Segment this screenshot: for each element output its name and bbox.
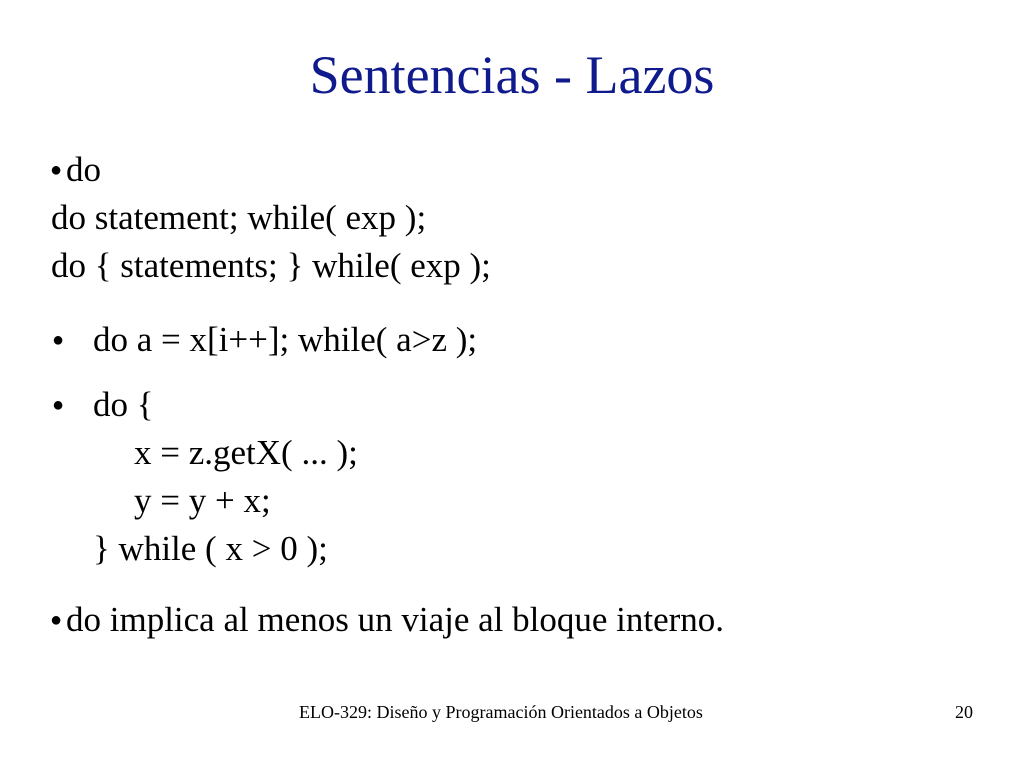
item-3-code-line: do { [93, 385, 154, 424]
bullet-icon: ● [52, 394, 65, 416]
item-2-code-line: do a = x[i++]; while( a>z ); [93, 320, 478, 359]
bullet-icon: ● [50, 159, 63, 181]
footer-course-title: ELO-329: Diseño y Programación Orientados a Objetos [299, 702, 703, 722]
item-3-code-line: y = y + x; [134, 481, 271, 520]
bullet-icon: ● [50, 609, 63, 631]
slide-title: Sentencias - Lazos [309, 45, 715, 105]
item-4-text-line: do implica al menos un viaje al bloque interno. [66, 600, 725, 639]
item-3-code-line: x = z.getX( ... ); [134, 433, 358, 472]
item-3-code-line: } while ( x > 0 ); [93, 529, 328, 568]
footer-page-number: 20 [955, 702, 973, 722]
item-1-syntax-line: do { statements; } while( exp ); [51, 246, 491, 285]
item-1-syntax-line: do statement; while( exp ); [51, 198, 427, 237]
item-1-heading: do [66, 150, 101, 189]
bullet-icon: ● [52, 329, 65, 351]
